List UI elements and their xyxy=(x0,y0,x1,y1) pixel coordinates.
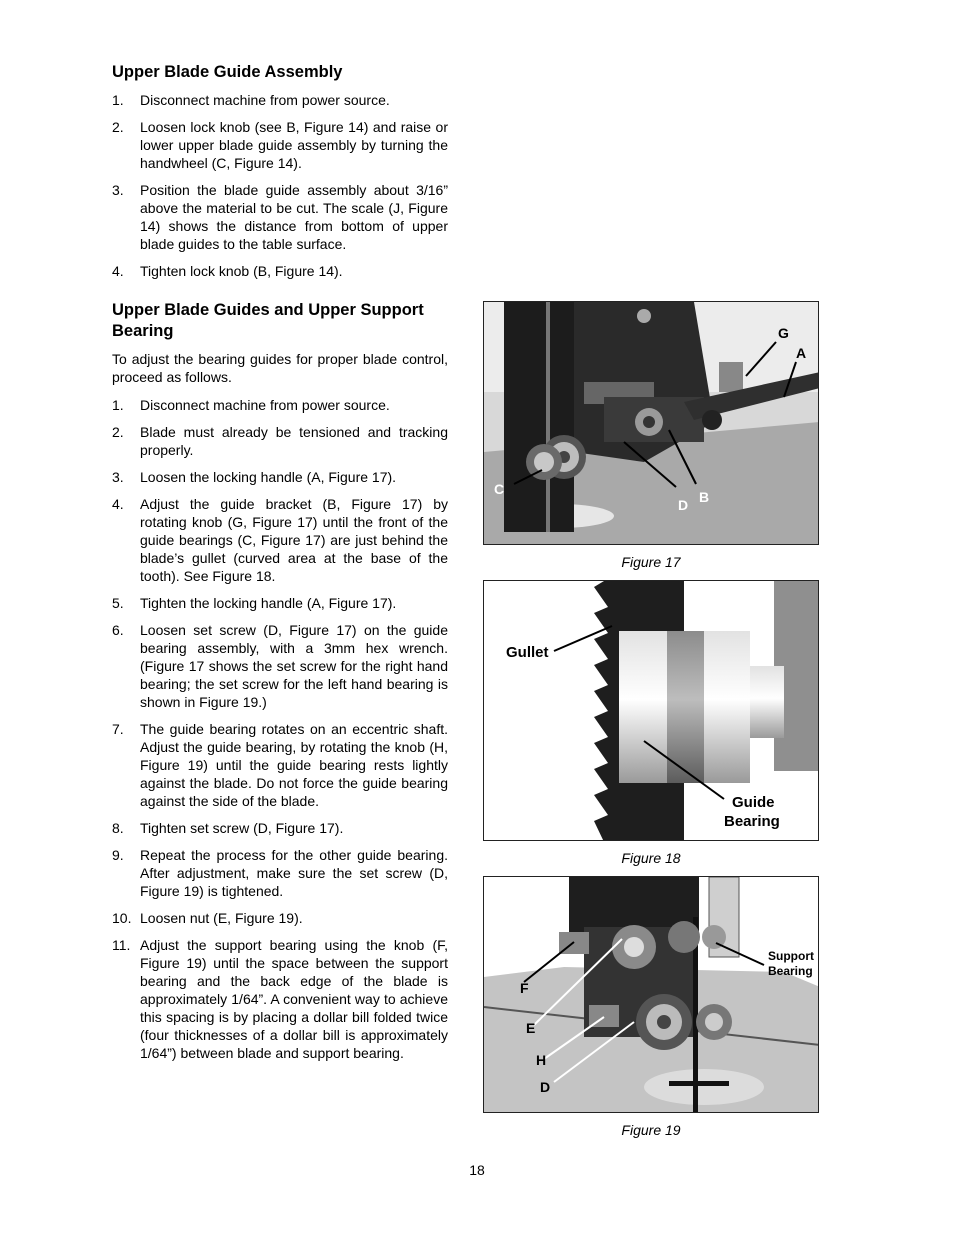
step-item xyxy=(112,621,448,711)
step-item xyxy=(112,909,448,927)
figure-17-label-c: C xyxy=(494,481,505,497)
step-text: The guide bearing rotates on an eccentric shaft. Adjust the guide bearing, by rotating the knob (H, Figure 19) until the guide bearing rests lightly against the blade. Do not force the guide bearing against the side of the blade. xyxy=(140,721,448,809)
step-number: 3. xyxy=(112,469,124,485)
figure-19-label-e: E xyxy=(526,1020,536,1036)
figure-19-caption: Figure 19 xyxy=(621,1122,681,1138)
text-column xyxy=(112,62,448,1071)
figure-18-label-guide: Guide xyxy=(732,794,775,811)
steps-list-section1 xyxy=(112,91,448,280)
step-item xyxy=(112,936,448,1062)
step-item xyxy=(112,262,448,280)
step-text: Disconnect machine from power source. xyxy=(140,397,390,413)
figure-18-caption: Figure 18 xyxy=(621,850,681,866)
figure-19-label-bearing: Bearing xyxy=(768,964,813,978)
step-text: Tighten lock knob (B, Figure 14). xyxy=(140,263,343,279)
step-item xyxy=(112,91,448,109)
figure-18-label-gullet: Gullet xyxy=(506,644,549,661)
step-item xyxy=(112,118,448,172)
step-text: Position the blade guide assembly about 3/16” above the material to be cut. The scale (J, Figure 14) shows the distance from bottom of upper blade guides to the table surface. xyxy=(140,182,448,252)
step-number: 11. xyxy=(112,937,131,953)
step-item xyxy=(112,181,448,253)
figure-17-label-a: A xyxy=(796,345,807,361)
step-text: Tighten set screw (D, Figure 17). xyxy=(140,820,344,836)
step-number: 3. xyxy=(112,182,124,198)
step-number: 1. xyxy=(112,92,124,108)
step-text: Adjust the guide bracket (B, Figure 17) by rotating knob (G, Figure 17) until the front of the guide bearings (C, Figure 17) are just behind the blade’s gullet (curved area at the base of the tooth). See Figure 18. xyxy=(140,496,448,584)
section-heading-upper-blade-guide-assembly: Upper Blade Guide Assembly xyxy=(112,63,343,81)
step-item xyxy=(112,468,448,486)
step-text: Disconnect machine from power source. xyxy=(140,92,390,108)
step-number: 2. xyxy=(112,119,124,135)
figure-17-label-g: G xyxy=(778,325,789,341)
step-text: Loosen lock knob (see B, Figure 14) and raise or lower upper blade guide assembly by turning the handwheel (C, Figure 14). xyxy=(140,119,448,171)
step-text: Loosen nut (E, Figure 19). xyxy=(140,910,303,926)
figure-18-label-bearing: Bearing xyxy=(724,813,780,830)
section-heading-upper-blade-guides: Upper Blade Guides and Upper Support Bearing xyxy=(112,301,424,340)
step-item xyxy=(112,423,448,459)
step-text: Repeat the process for the other guide bearing. After adjustment, make sure the set screw (D, Figure 19) is tightened. xyxy=(140,847,448,899)
step-number: 9. xyxy=(112,847,124,863)
figure-19-label-support: Support xyxy=(768,949,814,963)
figure-19-label-h: H xyxy=(536,1052,547,1068)
figure-19-photo xyxy=(483,876,819,1113)
step-text: Loosen set screw (D, Figure 17) on the guide bearing assembly, with a 3mm hex wrench. (Figure 17 shows the set screw for the right hand bearing; the set screw for the left hand bearing is shown in Figure 19.) xyxy=(140,622,448,710)
step-text: Loosen the locking handle (A, Figure 17). xyxy=(140,469,397,485)
step-number: 10. xyxy=(112,910,132,926)
figure-18-photo xyxy=(483,580,819,841)
step-number: 4. xyxy=(112,263,124,279)
step-item xyxy=(112,495,448,585)
step-text: Adjust the support bearing using the knob (F, Figure 19) until the space between the support bearing and the back edge of the blade is approximately 1/64”. A convenient way to achieve this spacing is by placing a dollar bill folded twice (four thicknesses of a dollar bill is approximately 1/64”) between blade and support bearing. xyxy=(140,937,448,1061)
step-number: 8. xyxy=(112,820,124,836)
figure-17-label-d: D xyxy=(678,497,689,513)
step-number: 7. xyxy=(112,721,124,737)
step-number: 6. xyxy=(112,622,124,638)
step-text: Blade must already be tensioned and tracking properly. xyxy=(140,424,448,458)
step-number: 2. xyxy=(112,424,124,440)
step-item xyxy=(112,594,448,612)
page-number: 18 xyxy=(469,1162,485,1178)
step-item xyxy=(112,720,448,810)
figure-19-label-d: D xyxy=(540,1079,551,1095)
step-item xyxy=(112,819,448,837)
figure-17-label-b: B xyxy=(699,489,710,505)
section-intro: To adjust the bearing guides for proper blade control, proceed as follows. xyxy=(112,351,448,385)
step-number: 5. xyxy=(112,595,124,611)
figure-19-label-f: F xyxy=(520,980,529,996)
figure-17-photo xyxy=(483,301,819,545)
step-number: 1. xyxy=(112,397,124,413)
step-item xyxy=(112,846,448,900)
step-number: 4. xyxy=(112,496,124,512)
figure-17-caption: Figure 17 xyxy=(621,554,681,570)
step-text: Tighten the locking handle (A, Figure 17). xyxy=(140,595,397,611)
step-item xyxy=(112,396,448,414)
steps-list-section2 xyxy=(112,396,448,1062)
